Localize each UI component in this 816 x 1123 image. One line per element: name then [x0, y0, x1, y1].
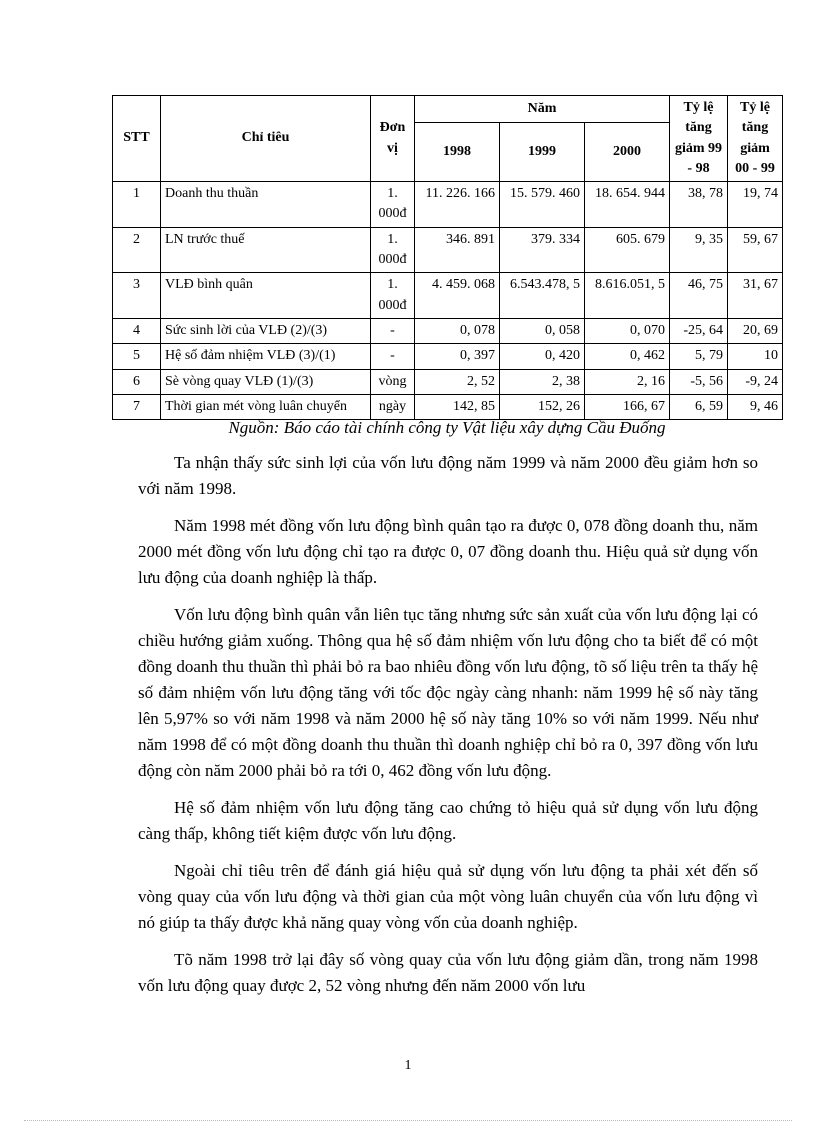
- header-1999: 1999: [500, 123, 585, 182]
- cell-stt: 4: [113, 318, 161, 343]
- cell-rate-00-99: 10: [728, 344, 783, 369]
- cell-name: Doanh thu thuần: [161, 182, 371, 228]
- cell-name: Hệ số đảm nhiệm VLĐ (3)/(1): [161, 344, 371, 369]
- header-ty-le-99-98: Tỷ lệ tăng giảm 99 - 98: [670, 96, 728, 182]
- cell-rate-00-99: 59, 67: [728, 227, 783, 273]
- cell-2000: 8.616.051, 5: [585, 273, 670, 319]
- cell-unit: -: [371, 344, 415, 369]
- cell-1999: 2, 38: [500, 369, 585, 394]
- cell-1999: 0, 420: [500, 344, 585, 369]
- cell-name: VLĐ bình quân: [161, 273, 371, 319]
- cell-stt: 5: [113, 344, 161, 369]
- cell-1998: 0, 078: [415, 318, 500, 343]
- paragraph: Năm 1998 mét đồng vốn lưu động bình quân tạo ra được 0, 078 đồng doanh thu, năm 2000 mét đồng vốn lưu động chỉ tạo ra được 0, 07 đồng doanh thu. Hiệu quả sử dụng vốn lưu động của doanh nghiệp là thấp.: [138, 516, 758, 587]
- cell-stt: 6: [113, 369, 161, 394]
- header-don-vi: Đơn vị: [371, 96, 415, 182]
- cell-rate-00-99: 19, 74: [728, 182, 783, 228]
- cell-rate-00-99: 31, 67: [728, 273, 783, 319]
- cell-unit: 1. 000đ: [371, 227, 415, 273]
- paragraph: Vốn lưu động bình quân vẫn liên tục tăng nhưng sức sản xuất của vốn lưu động lại có chiều hướng giảm xuống. Thông qua hệ số đảm nhiệm vốn lưu động cho ta biết để có một đồng doanh thu thuần thì phải bỏ ra bao nhiêu đồng vốn lưu động, tõ số liệu trên ta thấy hệ số đảm nhiệm vốn lưu động tăng với tốc độc ngày càng nhanh: năm 1999 hệ số này tăng lên 5,97% so với năm 1998 và năm 2000 hệ số này tăng 10% so với năm 1999. Nếu như năm 1998 để có một đồng doanh thu thuần thì doanh nghiệp chỉ bỏ ra 0, 397 đồng vốn lưu động còn năm 2000 phải bỏ ra tới 0, 462 đồng vốn lưu động.: [138, 605, 758, 780]
- header-2000: 2000: [585, 123, 670, 182]
- cell-2000: 166, 67: [585, 394, 670, 419]
- page-bottom-divider: [24, 1120, 792, 1121]
- cell-1998: 2, 52: [415, 369, 500, 394]
- body-text: [138, 450, 758, 1010]
- table-row: [113, 227, 783, 273]
- header-ty-le-00-99: Tỷ lệ tăng giảm 00 - 99: [728, 96, 783, 182]
- cell-2000: 605. 679: [585, 227, 670, 273]
- cell-1998: 0, 397: [415, 344, 500, 369]
- cell-unit: vòng: [371, 369, 415, 394]
- cell-unit: ngày: [371, 394, 415, 419]
- cell-1998: 11. 226. 166: [415, 182, 500, 228]
- cell-rate-99-98: 6, 59: [670, 394, 728, 419]
- cell-2000: 18. 654. 944: [585, 182, 670, 228]
- cell-rate-00-99: -9, 24: [728, 369, 783, 394]
- cell-1999: 0, 058: [500, 318, 585, 343]
- table-row: [113, 394, 783, 419]
- cell-rate-00-99: 20, 69: [728, 318, 783, 343]
- cell-stt: 1: [113, 182, 161, 228]
- financial-table: [112, 95, 783, 420]
- cell-name: Thời gian mét vòng luân chuyển: [161, 394, 371, 419]
- table-row: [113, 369, 783, 394]
- header-stt: STT: [113, 96, 161, 182]
- cell-2000: 0, 070: [585, 318, 670, 343]
- cell-rate-99-98: 46, 75: [670, 273, 728, 319]
- cell-rate-99-98: -25, 64: [670, 318, 728, 343]
- paragraph: Tõ năm 1998 trở lại đây số vòng quay của vốn lưu động giảm dần, trong năm 1998 vốn lưu động quay được 2, 52 vòng nhưng đến năm 2000 vốn lưu: [138, 950, 758, 995]
- table-row: [113, 182, 783, 228]
- cell-rate-99-98: -5, 56: [670, 369, 728, 394]
- paragraph: Ngoài chỉ tiêu trên để đánh giá hiệu quả sử dụng vốn lưu động ta phải xét đến số vòng quay của vốn lưu động và thời gian của một vòng luân chuyển của vốn lưu động vì nó giúp ta thấy được khả năng quay vòng vốn của doanh nghiệp.: [138, 861, 758, 932]
- table-row: [113, 273, 783, 319]
- paragraph: Hệ số đảm nhiệm vốn lưu động tăng cao chứng tỏ hiệu quả sử dụng vốn lưu động càng thấp, không tiết kiệm được vốn lưu động.: [138, 798, 758, 843]
- page-number: 1: [404, 1058, 412, 1073]
- header-nam: Năm: [415, 96, 670, 123]
- cell-name: LN trước thuế: [161, 227, 371, 273]
- table-row: [113, 344, 783, 369]
- cell-rate-99-98: 9, 35: [670, 227, 728, 273]
- cell-stt: 7: [113, 394, 161, 419]
- header-1998: 1998: [415, 123, 500, 182]
- cell-1999: 152, 26: [500, 394, 585, 419]
- cell-unit: 1. 000đ: [371, 182, 415, 228]
- cell-1998: 142, 85: [415, 394, 500, 419]
- cell-2000: 0, 462: [585, 344, 670, 369]
- cell-name: Sè vòng quay VLĐ (1)/(3): [161, 369, 371, 394]
- cell-1999: 6.543.478, 5: [500, 273, 585, 319]
- table-row: [113, 318, 783, 343]
- cell-unit: -: [371, 318, 415, 343]
- cell-1999: 379. 334: [500, 227, 585, 273]
- cell-1998: 346. 891: [415, 227, 500, 273]
- cell-stt: 3: [113, 273, 161, 319]
- cell-stt: 2: [113, 227, 161, 273]
- cell-rate-99-98: 5, 79: [670, 344, 728, 369]
- cell-2000: 2, 16: [585, 369, 670, 394]
- cell-name: Sức sinh lời của VLĐ (2)/(3): [161, 318, 371, 343]
- table-source-caption: Nguồn: Báo cáo tài chính công ty Vật liệu xây dựng Cầu Đuống: [228, 418, 666, 437]
- cell-1998: 4. 459. 068: [415, 273, 500, 319]
- cell-unit: 1. 000đ: [371, 273, 415, 319]
- header-chi-tieu: Chỉ tiêu: [161, 96, 371, 182]
- cell-rate-99-98: 38, 78: [670, 182, 728, 228]
- paragraph: Ta nhận thấy sức sinh lợi của vốn lưu động năm 1999 và năm 2000 đều giảm hơn so với năm 1998.: [138, 453, 758, 498]
- cell-1999: 15. 579. 460: [500, 182, 585, 228]
- cell-rate-00-99: 9, 46: [728, 394, 783, 419]
